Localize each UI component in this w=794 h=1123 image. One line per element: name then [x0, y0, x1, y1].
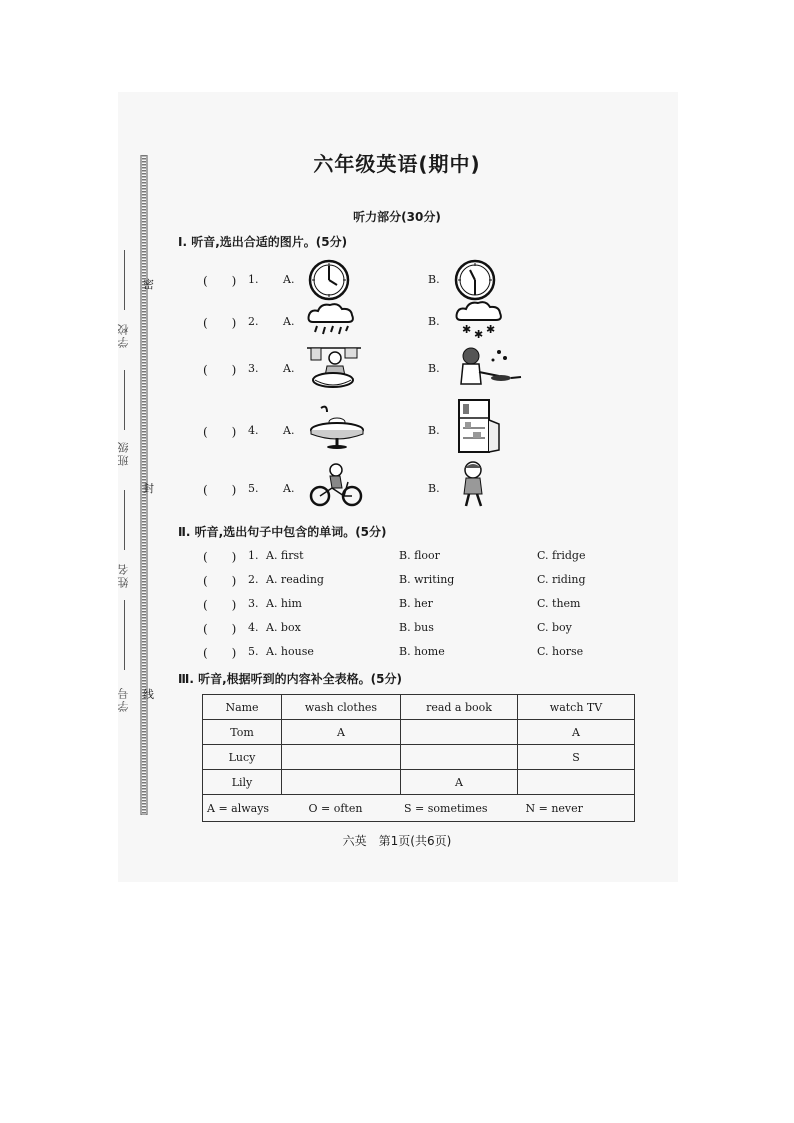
option-a[interactable]: A. box	[266, 621, 301, 634]
binding-label-class: 班级	[117, 440, 130, 466]
table-cell[interactable]	[518, 770, 635, 795]
column-header: read a book	[401, 695, 518, 720]
option-b-label: B.	[428, 424, 440, 437]
option-a-label: A.	[283, 482, 295, 495]
listening-part-title: 听力部分(30分)	[353, 210, 441, 224]
question-number: 2.	[248, 315, 259, 328]
question-number: 1.	[248, 273, 259, 286]
svg-text:✱: ✱	[462, 323, 472, 336]
binding-line-3	[124, 490, 125, 550]
svg-text:✱: ✱	[474, 328, 484, 340]
option-c[interactable]: C. riding	[537, 573, 586, 586]
binding-char-feng: 封	[143, 482, 154, 495]
table-cell: Tom	[203, 720, 282, 745]
column-header: watch TV	[518, 695, 635, 720]
dining-table-icon[interactable]	[307, 402, 367, 450]
option-b[interactable]: B. writing	[399, 573, 455, 586]
option-c[interactable]: C. fridge	[537, 549, 586, 562]
answer-blank[interactable]: ( )	[203, 598, 237, 612]
option-a-label: A.	[283, 315, 295, 328]
clock-half-past-icon[interactable]	[453, 258, 497, 302]
answer-blank[interactable]: ( )	[203, 316, 237, 330]
option-c[interactable]: C. them	[537, 597, 581, 610]
column-header: wash clothes	[282, 695, 401, 720]
section-2-heading: Ⅱ. 听音,选出句子中包含的单词。(5分)	[178, 525, 387, 539]
binding-char-xian: 线	[143, 688, 154, 701]
option-b[interactable]: B. bus	[399, 621, 434, 634]
binding-label-name: 姓名	[117, 562, 130, 588]
table-cell[interactable]	[282, 745, 401, 770]
binding-label-school: 学校	[117, 322, 130, 348]
section-1-heading: Ⅰ. 听音,选出合适的图片。(5分)	[178, 235, 348, 249]
section-3-heading: Ⅲ. 听音,根据听到的内容补全表格。(5分)	[178, 672, 402, 686]
legend-never: N = never	[525, 801, 583, 815]
table-cell[interactable]: A	[518, 720, 635, 745]
question-number: 5.	[248, 482, 259, 495]
svg-text:✱: ✱	[486, 323, 496, 336]
answer-blank[interactable]: ( )	[203, 274, 237, 288]
table-cell: Lily	[203, 770, 282, 795]
question-number: 3.	[248, 362, 259, 375]
rain-cloud-icon[interactable]	[305, 300, 357, 340]
option-a[interactable]: A. him	[266, 597, 302, 610]
table-header-row	[203, 695, 635, 720]
binding-char-mi: 密	[143, 278, 154, 291]
binding-line-4	[124, 600, 125, 670]
fridge-icon[interactable]	[455, 398, 503, 454]
legend-always: A = always	[207, 801, 270, 815]
option-b-label: B.	[428, 273, 440, 286]
table-cell[interactable]: A	[282, 720, 401, 745]
option-b[interactable]: B. floor	[399, 549, 440, 562]
option-c[interactable]: C. boy	[537, 621, 572, 634]
walking-child-icon[interactable]	[456, 460, 490, 510]
legend-cell	[203, 795, 635, 822]
option-b-label: B.	[428, 315, 440, 328]
question-number: 5.	[248, 645, 259, 658]
binding-line-1	[124, 250, 125, 310]
page-footer: 六英 第1页(共6页)	[342, 834, 452, 848]
question-number: 3.	[248, 597, 259, 610]
option-b[interactable]: B. home	[399, 645, 445, 658]
option-a-label: A.	[283, 273, 295, 286]
clock-four-icon[interactable]	[307, 258, 351, 302]
riding-bike-icon[interactable]	[308, 462, 364, 508]
option-b[interactable]: B. her	[399, 597, 433, 610]
option-a-label: A.	[283, 424, 295, 437]
answer-blank[interactable]: ( )	[203, 646, 237, 660]
table-cell[interactable]	[401, 720, 518, 745]
question-number: 1.	[248, 549, 259, 562]
table-cell[interactable]: S	[518, 745, 635, 770]
option-b-label: B.	[428, 362, 440, 375]
answer-blank[interactable]: ( )	[203, 622, 237, 636]
legend-often: O = often	[308, 801, 363, 815]
option-a[interactable]: A. reading	[266, 573, 324, 586]
binding-label-number: 学号	[117, 686, 130, 712]
answer-blank[interactable]: ( )	[203, 574, 237, 588]
option-c[interactable]: C. horse	[537, 645, 584, 658]
table-row	[203, 745, 635, 770]
washing-clothes-icon[interactable]	[305, 340, 363, 392]
answer-blank[interactable]: ( )	[203, 550, 237, 564]
legend-sometimes: S = sometimes	[404, 801, 488, 815]
option-a[interactable]: A. first	[266, 549, 304, 562]
binding-line-2	[124, 370, 125, 430]
question-number: 4.	[248, 621, 259, 634]
answer-blank[interactable]: ( )	[203, 425, 237, 439]
question-number: 4.	[248, 424, 259, 437]
option-a[interactable]: A. house	[266, 645, 314, 658]
option-a-label: A.	[283, 362, 295, 375]
table-row	[203, 770, 635, 795]
table-row	[203, 720, 635, 745]
table-cell[interactable]	[401, 745, 518, 770]
column-header: Name	[203, 695, 282, 720]
exam-title: 六年级英语(期中)	[313, 152, 481, 176]
legend-row	[203, 795, 635, 822]
answer-blank[interactable]: ( )	[203, 483, 237, 497]
table-cell[interactable]: A	[401, 770, 518, 795]
table-cell: Lucy	[203, 745, 282, 770]
table-cell[interactable]	[282, 770, 401, 795]
question-number: 2.	[248, 573, 259, 586]
answer-blank[interactable]: ( )	[203, 363, 237, 377]
snow-cloud-icon[interactable]	[453, 298, 505, 340]
frequency-table	[202, 694, 635, 822]
option-b-label: B.	[428, 482, 440, 495]
cooking-icon[interactable]	[455, 344, 523, 390]
